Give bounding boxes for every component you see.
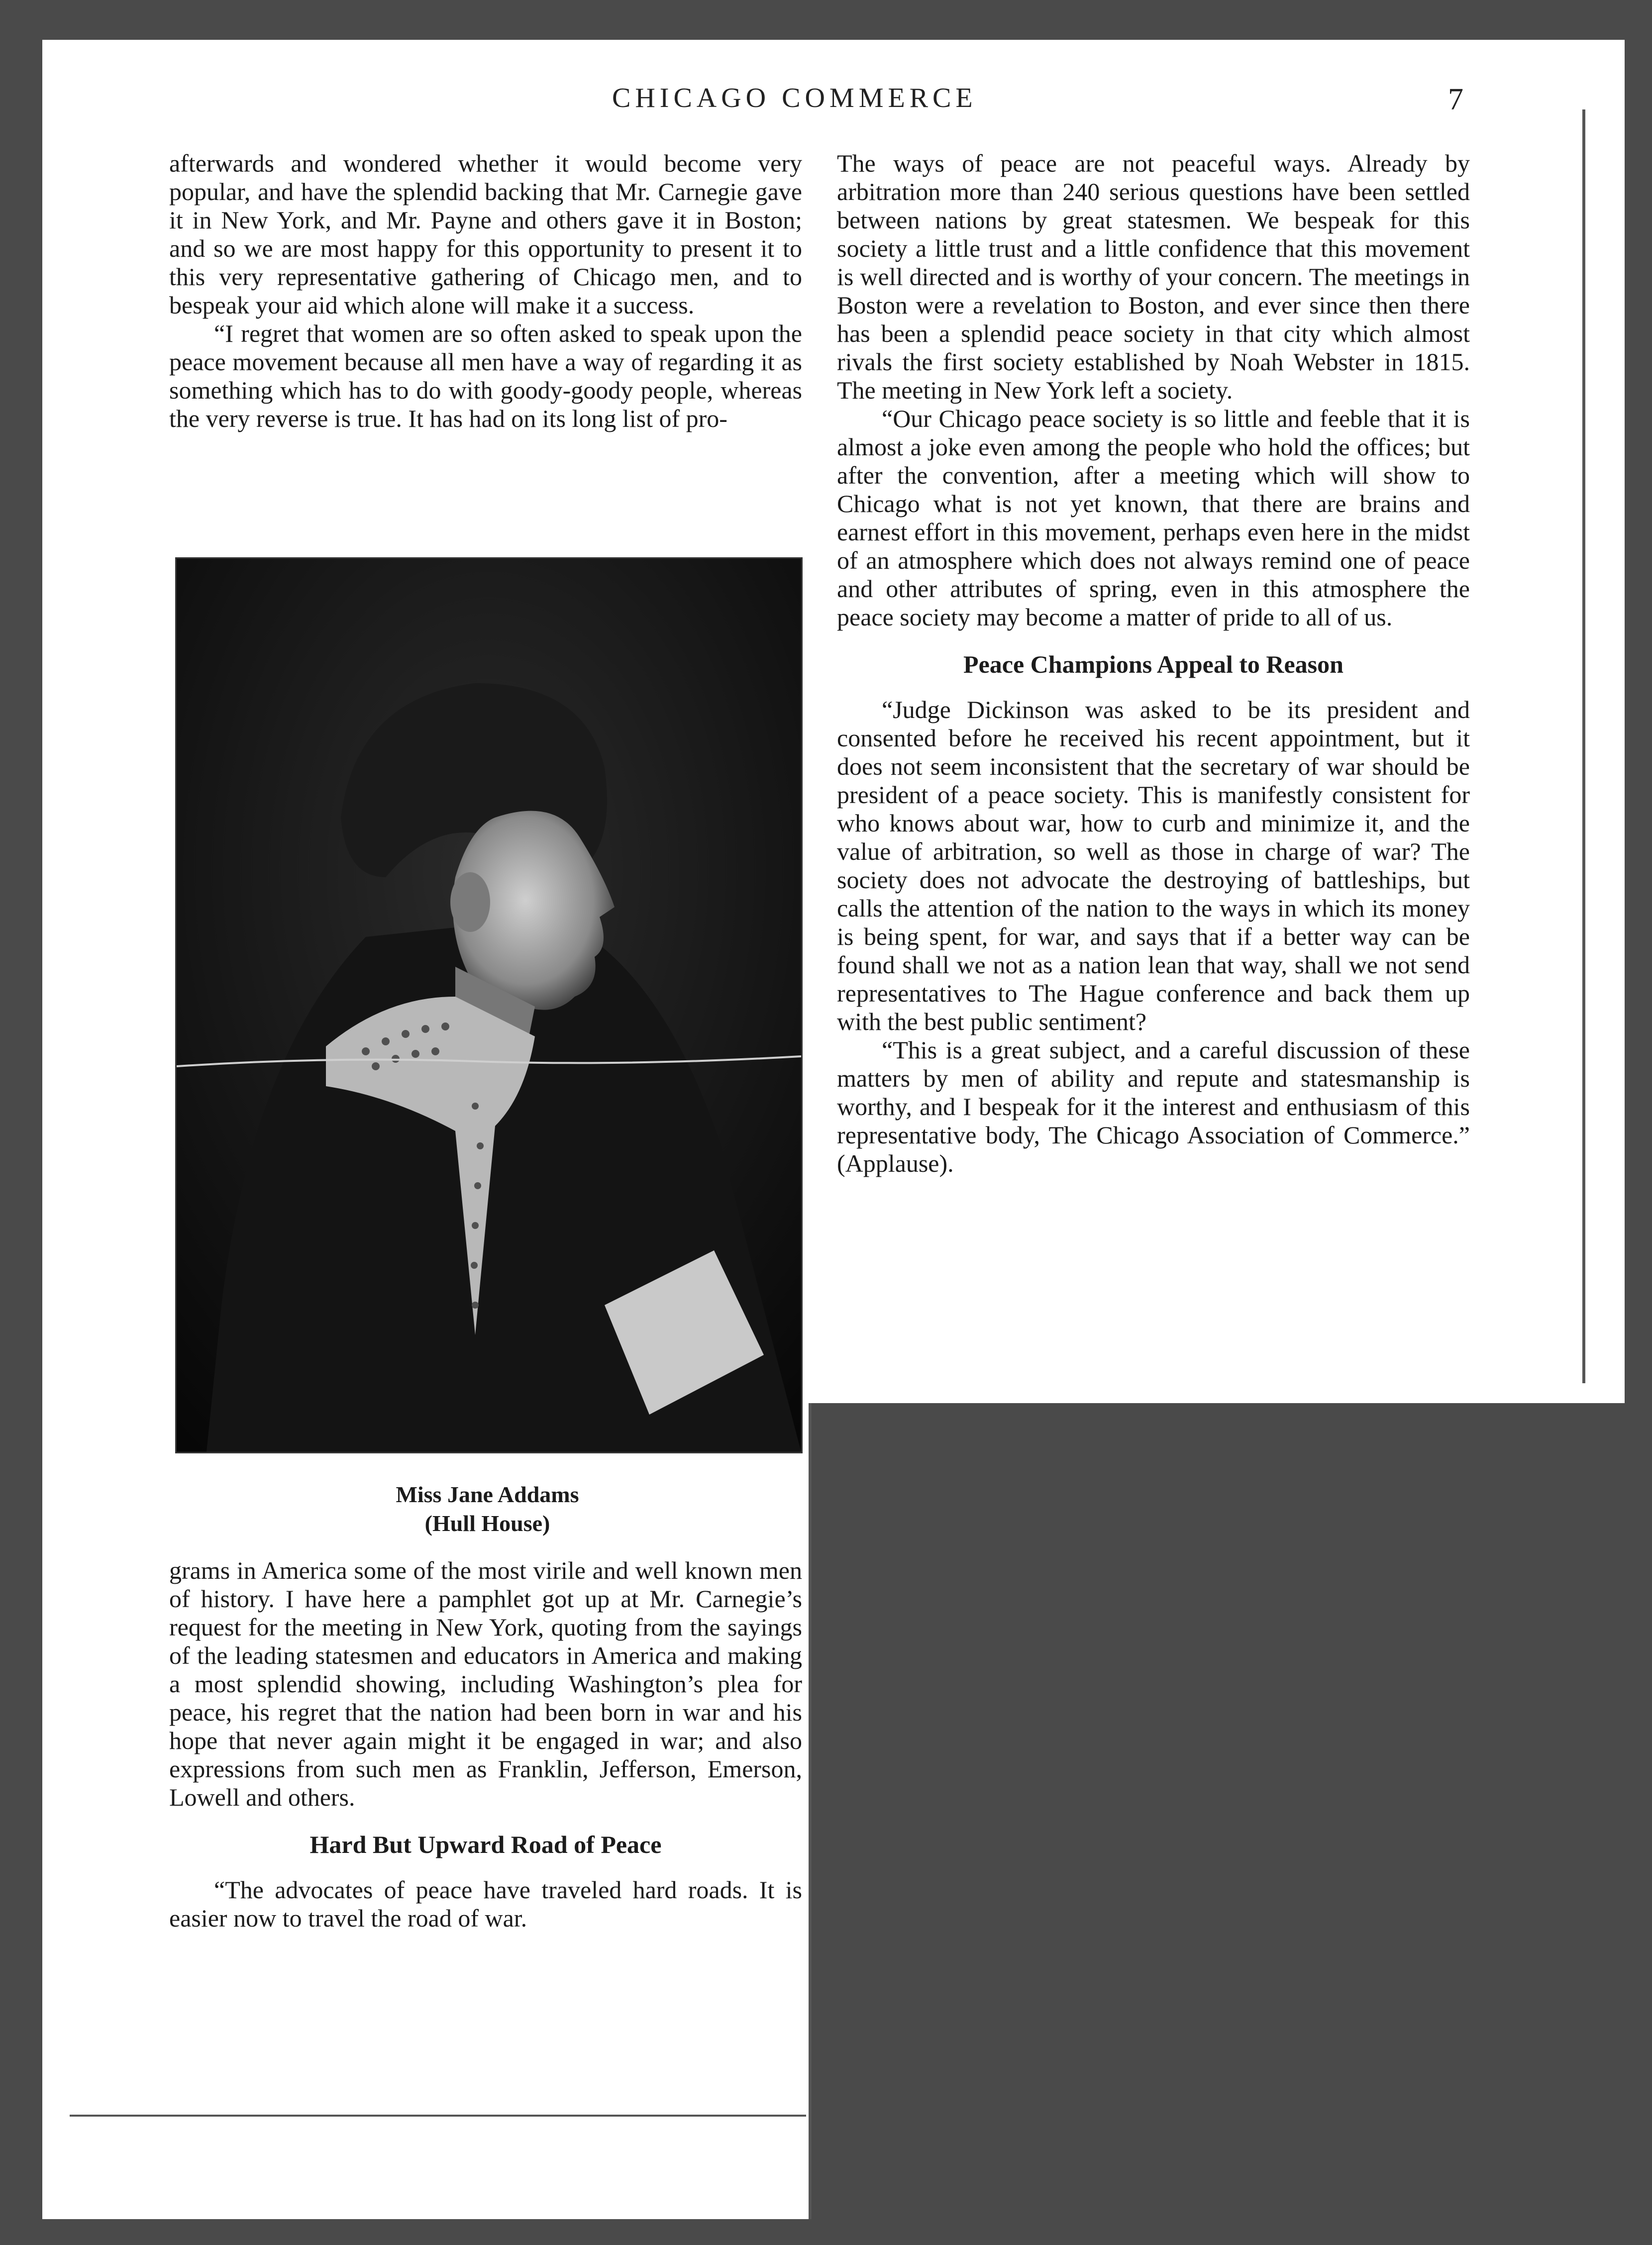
paragraph: “Our Chicago peace society is so little and feeble that it is almost a joke even among the people who hold the offices; but after the convention, after a meeting which will show to Chicago what is not yet known, that there are brains and earnest effort in this movement, perhaps even here in the midst of an atmosphere which does not always remind one of peace and other attributes of spring, even in this atmosphere the peace society may become a matter of pride to all of us. — [837, 405, 1470, 631]
section-heading: Hard But Upward Road of Peace — [310, 1831, 662, 1858]
section-heading: Peace Champions Appeal to Reason — [963, 650, 1343, 678]
left-column-top — [169, 149, 802, 433]
running-head: CHICAGO COMMERCE — [612, 83, 977, 113]
left-column-bottom — [169, 1556, 802, 1933]
portrait-photo — [175, 557, 803, 1453]
bottom-edge-mark — [70, 2115, 806, 2117]
paragraph: “Judge Dickinson was asked to be its president and consented before he received his recent appointment, but it does not seem inconsistent that the secretary of war should be president of a peace society. This is manifestly consistent for who knows about war, how to curb and minimize it, and the value of arbitration, so well as those in charge of war? The society does not advocate the destroying of battleships, but calls the attention of the nation to the ways in which its money is being spent, for war, and says that if a better way can be found shall we not as a nation lean that way, shall we not send representatives to The Hague conference and back them up with the best public sentiment? — [837, 696, 1470, 1035]
paragraph: afterwards and wondered whether it would become very popular, and have the splendid backing that Mr. Carnegie gave it in New York, and Mr. Payne and others gave it in Boston; and so we are most happy for this opportunity to present it to this very representative gathering of Chicago men, and to bespeak your aid which alone will make it a success. — [169, 149, 802, 319]
paragraph: grams in America some of the most virile and well known men of history. I have here a pamphlet got up at Mr. Carnegie’s request for the meeting in New York, quoting from the sayings of the leading statesmen and educators in America and making a most splendid showing, including Washington’s plea for peace, his regret that the nation had been born in war and his hope that never again might it be engaged in war; and also expressions from such men as Franklin, Jefferson, Emerson, Lowell and others. — [169, 1556, 802, 1811]
scan-background — [811, 1403, 1652, 2245]
caption-place: (Hull House) — [424, 1511, 550, 1536]
right-column — [837, 149, 1470, 1178]
page-number: 7 — [1448, 83, 1463, 116]
paragraph: “The advocates of peace have traveled hard roads. It is easier now to travel the road of war. — [169, 1876, 802, 1932]
photo-caption — [175, 1480, 800, 1538]
paragraph: The ways of peace are not peaceful ways. Already by arbitration more than 240 serious questions have been settled between nations by great statesmen. We bespeak for this society a little trust and a little confidence that this movement is well directed and is worthy of your concern. The meetings in Boston were a revelation to Boston, and ever since then there has been a splendid peace society in that city which almost rivals the first society established by Noah Webster in 1815. The meeting in New York left a society. — [837, 149, 1470, 404]
column-rule — [1582, 109, 1585, 1383]
paragraph: “This is a great subject, and a careful discussion of these matters by men of ability and repute and statesmanship is worthy, and I bespeak for it the interest and enthusiasm of this representative body, The Chicago Association of Commerce.” (Applause). — [837, 1036, 1470, 1177]
portrait-illustration — [177, 559, 801, 1452]
caption-name: Miss Jane Addams — [396, 1482, 579, 1507]
clipping-edge — [809, 1403, 812, 2219]
paragraph: “I regret that women are so often asked to speak upon the peace movement because all men have a way of regarding it as something which has to do with goody-goody people, whereas the very reverse is true. It has had on its long list of pro- — [169, 319, 802, 432]
